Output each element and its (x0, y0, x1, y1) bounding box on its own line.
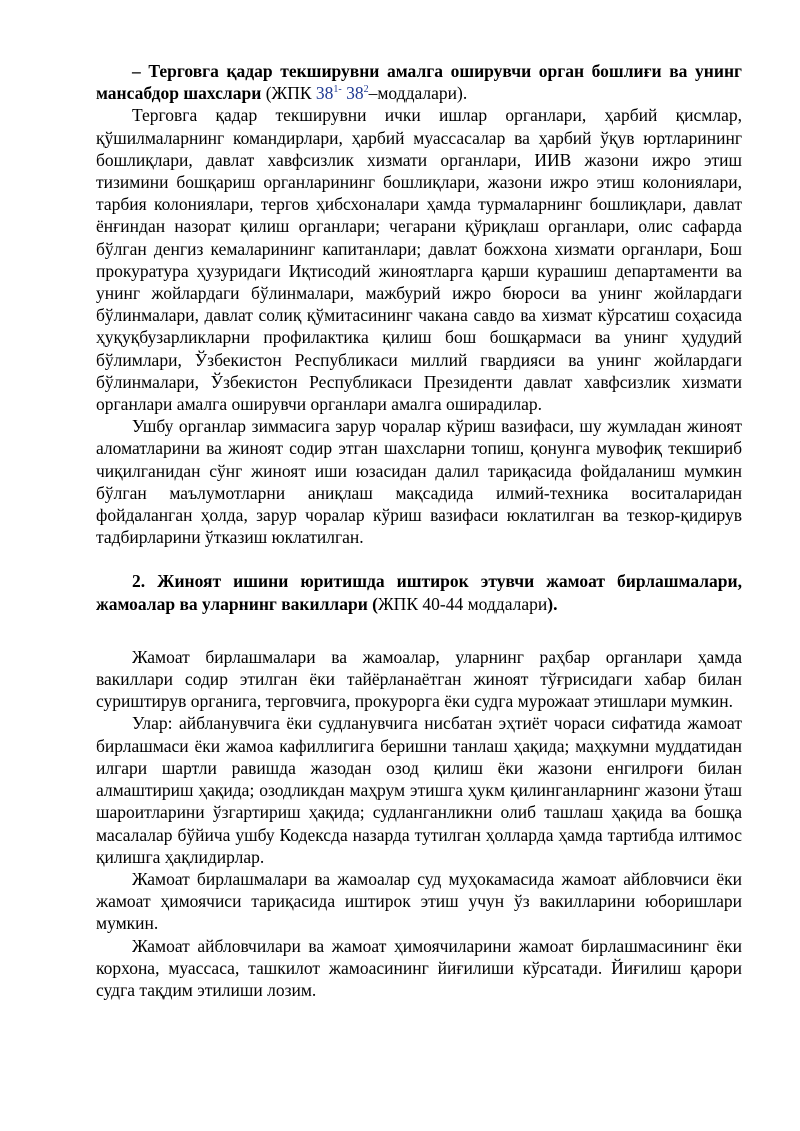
section1-heading (96, 60, 742, 104)
section2-heading (96, 570, 742, 614)
article-superscript-1: 1- (333, 84, 342, 96)
section1-paragraph: Терговга қадар текширувни ички ишлар органлари, ҳарбий қисмлар, қўшилмаларнинг командирлари, ҳарбий муассасалар ва ҳарбий ўқув юртларининг бошлиқлари, давлат хавфсизлик хизмати органлари, ИИВ жазони ижро этиш тизимини бошқариш органларининг бошлиқлари, жазони ижро этиш колониялари, тарбия колониялари, тергов ҳибсхоналари ҳамда турмаларнинг бошлиқлари, давлат ёнғиндан назорат қилиш органлари; чегарани қўриқлаш органлари, олис сафарда бўлган денгиз кемаларининг капитанлари; давлат божхона хизмати органлари, Бош прокуратура ҳузуридаги Иқтисодий жиноятларга қарши курашиш департаменти ва унинг жойлардаги бўлинмалари, мажбурий ижро бюроси ва унинг жойлардаги бўлинмалари, давлат солиқ қўмитасининг чакана савдо ва хизмат кўрсатиш соҳасида ҳуқуқбузарликларни профилактика қилиш бош бошқармаси ва унинг ҳудудий бўлимлари, Ўзбекистон Республикаси миллий гвардияси ва унинг жойлардаги бўлинмалари, Ўзбекистон Республикаси Президенти давлат хавфсизлик хизмати органлари амалга оширувчи органлари амалга оширадилар. (96, 105, 742, 415)
section2-paragraph: Жамоат бирлашмалари ва жамоалар суд муҳокамасида жамоат айбловчиси ёки жамоат ҳимоячиси тариқасида иштирок этиш учун ўз вакилларини юборишлари мумкин. (96, 868, 742, 934)
reference-open: (ЖПК (261, 83, 316, 104)
article-number-2: 38 (341, 83, 364, 104)
heading-period: . (553, 593, 558, 614)
section2-title: 2. Жиноят ишини юритишда иштирок этувчи жамоат бирлашмалари, жамоалар ва уларнинг вакиллари (96, 571, 742, 614)
section2-paragraph: Жамоат айбловчилари ва жамоат ҳимоячиларини жамоат бирлашмасининг ёки корхона, муассаса, ташкилот жамоасининг йиғилиши кўрсатади. Йиғилиш қарори судга тақдим этилиши лозим. (96, 935, 742, 1000)
section2-paragraph: Жамоат бирлашмалари ва жамоалар, уларнинг раҳбар органлари ҳамда вакиллари содир этилган ёки тайёрланаётган жиноят тўғрисидаги хабар билан суриштирув органига, терговчига, прокурорга ёки судга мурожаат этишлари мумкин. (96, 646, 742, 712)
section1-paragraph: Ушбу органлар зиммасига зарур чоралар кўриш вазифаси, шу жумладан жиноят аломатларини ва жиноят содир этган шахсларни топиш, қонунга мувофиқ текшириб чиқилганидан сўнг жиноят иши юзасидан далил тариқасида фойдаланиш мумкин бўлган маълумотларни аниқлаш мақсадида илмий-техника воситаларидан фойдаланган ҳолда, зарур чоралар кўриш вазифаси юклатилган ва тезкор-қидирув тадбирларини ўтказиш юклатилган. (96, 416, 742, 548)
section1-reference (261, 83, 467, 103)
article-number-1: 38 (315, 83, 334, 104)
reference-open: ( (367, 593, 378, 614)
spacer (96, 548, 742, 570)
spacer (96, 615, 742, 646)
article-superscript-2: 2 (363, 84, 369, 96)
document-page (96, 60, 742, 1001)
list-dash: – (132, 61, 141, 81)
reference-close: –моддалари). (368, 83, 468, 104)
section2-reference: ЖПК 40-44 моддалари (378, 593, 548, 614)
section1-title: Терговга қадар текширувни амалга оширувчи орган бошлиғи ва унинг мансабдор шахслари (96, 61, 742, 104)
section2-paragraph: Улар: айбланувчига ёки судланувчига нисбатан эҳтиёт чораси сифатида жамоат бирлашмаси ёки жамоа кафиллигига беришни танлаш ҳақида; маҳкумни муддатидан илгари шартли равишда жазодан озод қилиш ёки жазони енгилроғи билан алмаштириш ҳақида; озодликдан маҳрум этишга ҳукм қилинганларнинг жазони ўташ шароитларини ўзгартириш ҳақида; судланганликни олиб ташлаш ҳақида ва бошқа масалалар бўйича ушбу Кодексда назарда тутилган ҳолларда ҳамда тартибда илтимос қилишга ҳақлидирлар. (96, 713, 742, 867)
reference-close: ) (547, 593, 554, 614)
